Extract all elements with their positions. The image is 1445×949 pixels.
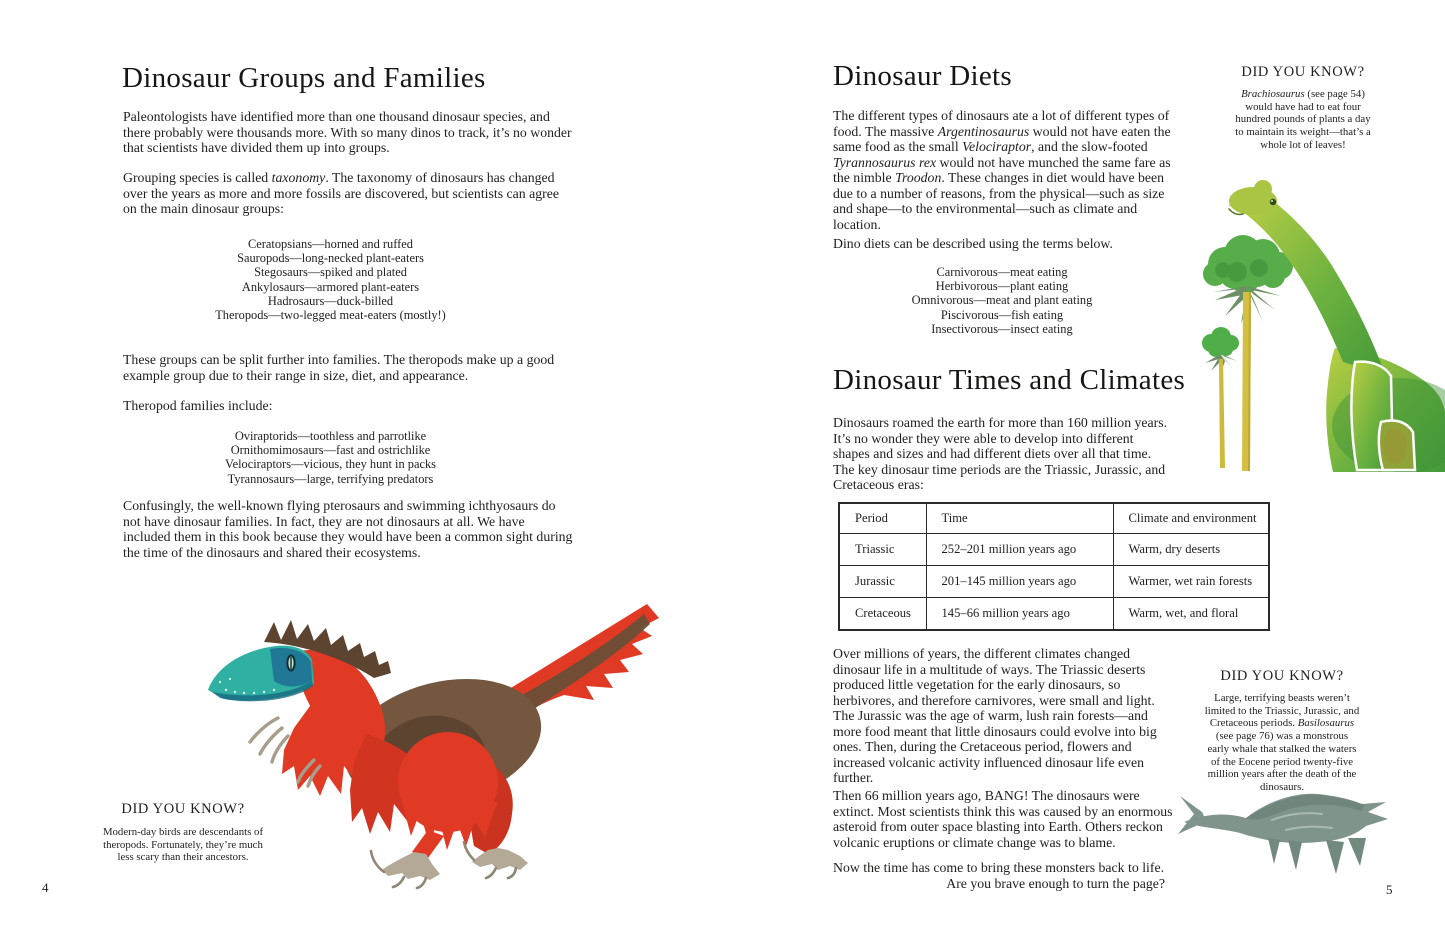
taxonomy-pre: Grouping species is called	[123, 170, 272, 185]
list-item: Sauropods—long-necked plant-eaters	[237, 251, 424, 266]
species-name: Troodon	[895, 170, 942, 185]
did-you-know-body	[1204, 692, 1360, 794]
brachiosaurus-illustration	[1185, 178, 1445, 472]
species-name: Brachiosaurus	[1241, 88, 1305, 100]
column-header: Time	[926, 503, 1113, 534]
did-you-know-left	[98, 801, 268, 864]
cell-climate: Warm, wet, and floral	[1113, 598, 1269, 631]
paragraph-then-bang: Then 66 million years ago, BANG! The dinosaurs were extinct. Most scientists think this was caused by an enormous asteroid from outer space blasting into Earth. Others reckon volcanic eruptions or climate change was to blame.	[833, 788, 1173, 850]
text-segment: . These changes in diet would have been due to a number of reasons, from the physical—such as size and shape—to the environmental—such as climate and location.	[833, 170, 1165, 232]
list-item: Oviraptorids—toothless and parrotlike	[234, 429, 427, 443]
column-header: Period	[839, 503, 926, 534]
list-item: Insectivorous—insect eating	[931, 321, 1073, 336]
did-you-know-body: Modern-day birds are descendants of theropods. Fortunately, they’re much less scary than their ancestors.	[102, 826, 264, 864]
text-segment: (see page 54) would have had to eat four hundred pounds of plants a day to maintain its weight—that’s a whole lot of leaves!	[1235, 88, 1371, 151]
cell-climate: Warmer, wet rain forests	[1113, 566, 1269, 598]
taxonomy-post: . The taxonomy of dinosaurs has changed over the years as more and more fossils are discovered, but scientists can agree on the main dinosaur groups:	[123, 170, 559, 216]
cell-time: 145–66 million years ago	[926, 598, 1113, 631]
text-segment: would not have eaten the same food as the small	[833, 123, 1171, 154]
theropod-families-list	[123, 429, 538, 486]
list-item: Theropods—two-legged meat-eaters (mostly!)	[215, 308, 446, 323]
list-item: Omnivorous—meat and plant eating	[911, 293, 1093, 308]
list-item: Ornithomimosaurs—fast and ostrichlike	[230, 443, 431, 458]
species-name: Basilosaurus	[1297, 717, 1355, 730]
page-number-left: 4	[42, 880, 49, 895]
species-name: Tyrannosaurus rex	[833, 154, 937, 170]
did-you-know-heading: DID YOU KNOW?	[1220, 668, 1344, 684]
list-item: Carnivorous—meat eating	[936, 265, 1068, 279]
cell-climate: Warm, dry deserts	[1113, 534, 1269, 566]
cell-time: 201–145 million years ago	[926, 566, 1113, 598]
list-item: Tyrannosaurs—large, terrifying predators	[227, 471, 434, 486]
cell-time: 252–201 million years ago	[926, 534, 1113, 566]
list-item: Stegosaurs—spiked and plated	[254, 265, 407, 280]
did-you-know-top-right	[1235, 64, 1371, 152]
list-item: Ankylosaurs—armored plant-eaters	[241, 279, 420, 294]
did-you-know-body	[1235, 88, 1371, 152]
text-segment: The different types of dinosaurs ate a lot of different types of food. The massive	[833, 108, 1170, 139]
closing-line: Now the time has come to bring these monsters back to life.	[833, 860, 1165, 875]
paragraph-over-millions: Over millions of years, the different climates changed dinosaur life in a multitude of ways. The Triassic deserts produced little vegetation for the early dinosaurs, so herbivores, and therefore carnivores, were small and light. The Jurassic was the age of warm, lush rain forests—and more food meant that little dinosaurs could evolve into big ones. Then, during the Cretaceous period, flowers and increased volcanic activity influenced dinosaur life even further.	[833, 646, 1157, 785]
paragraph-families-intro: These groups can be split further into families. The theropods make up a good example group due to their range in size, diet, and appearance.	[123, 352, 555, 383]
species-name: Argentinosaurus	[937, 123, 1030, 139]
did-you-know-bottom-right	[1204, 668, 1360, 794]
cell-period: Triassic	[839, 534, 926, 566]
paragraph-closing	[833, 860, 1165, 891]
list-item: Velociraptors—vicious, they hunt in packs	[225, 457, 436, 472]
taxonomy-term: taxonomy	[271, 170, 326, 185]
did-you-know-heading: DID YOU KNOW?	[1241, 64, 1365, 80]
table-row	[839, 598, 1269, 631]
paragraph-intro: Paleontologists have identified more than one thousand dinosaur species, and there probably were thousands more. With so many dinos to track, it’s no wonder that scientists have divided them up into groups.	[123, 109, 572, 155]
paragraph-diet-lead: Dino diets can be described using the terms below.	[833, 236, 1113, 251]
text-segment: would not have munched the same fare as the nimble	[833, 154, 1171, 185]
page-title-times: Dinosaur Times and Climates	[833, 364, 1186, 396]
list-item: Hadrosaurs—duck-billed	[267, 293, 394, 308]
text-segment: , and the slow-footed	[1031, 139, 1148, 154]
diet-terms-list	[833, 265, 1171, 336]
cell-period: Cretaceous	[839, 598, 926, 631]
paragraph-times-intro: Dinosaurs roamed the earth for more than 160 million years. It’s no wonder they were able to develop into different shapes and sizes and had different diets over all that time. The key dinosaur time periods are the Triassic, Jurassic, and Cretaceous eras:	[833, 415, 1168, 492]
paragraph-taxonomy	[123, 170, 575, 217]
dinosaur-groups-list	[123, 237, 538, 322]
list-item: Herbivorous—plant eating	[935, 279, 1069, 294]
page-title-groups: Dinosaur Groups and Families	[122, 62, 486, 94]
paragraph-families-lead: Theropod families include:	[123, 398, 273, 413]
cell-period: Jurassic	[839, 566, 926, 598]
paragraph-diets	[833, 108, 1171, 232]
did-you-know-heading: DID YOU KNOW?	[121, 801, 245, 817]
velociraptor-illustration	[198, 594, 668, 890]
list-item: Ceratopsians—horned and ruffed	[248, 237, 413, 251]
paragraph-confusingly: Confusingly, the well-known flying pterosaurs and swimming ichthyosaurs do not have dinosaur families. In fact, they are not dinosaurs at all. We have included them in this book because they would have been a common sight during the time of the dinosaurs and shared their ecosystems.	[123, 498, 573, 560]
table-row	[839, 566, 1269, 598]
page-title-diets: Dinosaur Diets	[833, 60, 1012, 92]
table-row	[839, 534, 1269, 566]
table-header-row	[839, 503, 1269, 534]
page-number-right: 5	[1386, 882, 1393, 897]
sauropod-body	[1229, 180, 1445, 472]
species-name: Velociraptor	[962, 139, 1032, 154]
list-item: Piscivorous—fish eating	[940, 307, 1064, 322]
closing-line: Are you brave enough to turn the page?	[946, 875, 1165, 891]
climate-table	[838, 502, 1270, 631]
basilosaurus-illustration	[1176, 786, 1408, 888]
text-segment: Large, terrifying beasts weren’t limited to the Triassic, Jurassic, and Cretaceous periods.	[1204, 692, 1360, 730]
whale-flippers	[1268, 838, 1366, 874]
text-segment: (see page 76) was a monstrous early whale that stalked the waters of the Eocene period twenty-five million years after the death of the dinosaurs.	[1207, 730, 1357, 793]
palm-tree-small	[1202, 327, 1239, 468]
column-header: Climate and environment	[1113, 503, 1269, 534]
